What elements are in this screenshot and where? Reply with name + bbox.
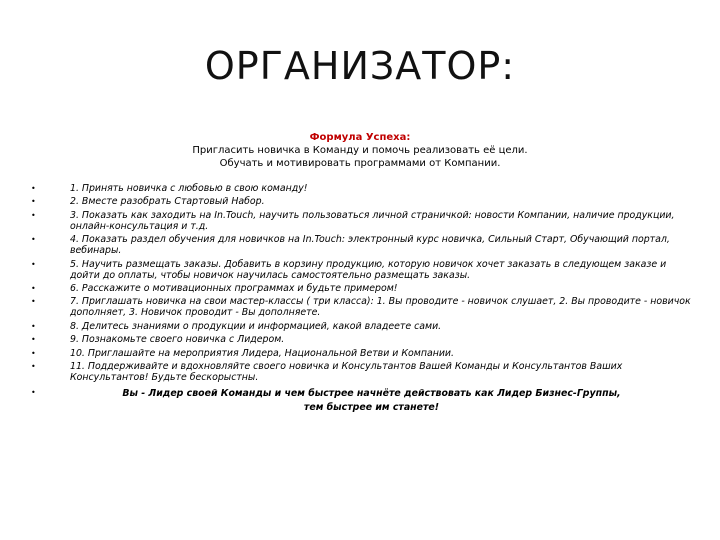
- formula-line-2: Обучать и мотивировать программами от Компании.: [219, 158, 501, 169]
- list-item: [28, 283, 693, 294]
- list-item-text: 8. Делитесь знаниями о продукции и информацией, какой владеете сами.: [70, 320, 442, 332]
- list-item: [28, 296, 693, 318]
- bullet-icon: •: [31, 197, 36, 207]
- bullet-icon: •: [31, 387, 36, 397]
- success-formula: [60, 131, 660, 170]
- list-item-text: 4. Показать раздел обучения для новичков на In.Touch: электронный курс новичка, Сильный Старт, Обучающий портал, вебинары.: [70, 234, 670, 257]
- list-item-text: 9. Познакомьте своего новичка с Лидером.: [70, 334, 285, 346]
- closing-item: [28, 387, 693, 415]
- bullet-icon: •: [31, 361, 36, 371]
- steps-list: [28, 183, 693, 417]
- bullet-icon: •: [31, 348, 36, 358]
- bullet-icon: •: [31, 184, 36, 193]
- list-item-text: 3. Показать как заходить на In.Touch, научить пользоваться личной страничкой: новости Компании, наличие продукции, онлайн-консультация и т.д.: [70, 209, 675, 232]
- list-item-text: 7. Приглашать новичка на свои мастер-классы ( три класса): 1. Вы проводите - новичок слушает, 2. Вы проводите - новичок дополняет, 3. Новичок проводит - Вы дополняете.: [70, 296, 691, 319]
- list-item: [28, 259, 693, 281]
- bullet-icon: •: [31, 235, 36, 245]
- list-item: [28, 196, 693, 207]
- list-item-text: 11. Поддерживайте и вдохновляйте своего новичка и Консультантов Вашей Команды и Консультантов Ваших Консультантов! Будьте бескорыстны.: [70, 360, 623, 383]
- list-item-text: 2. Вместе разобрать Стартовый Набор.: [70, 196, 265, 208]
- list-item: [28, 234, 693, 256]
- list-item-text: 10. Приглашайте на мероприятия Лидера, Национальной Ветви и Компании.: [70, 347, 454, 359]
- list-item: [28, 321, 693, 332]
- list-item-text: 6. Расскажите о мотивационных программах и будьте примером!: [70, 282, 398, 294]
- bullet-icon: •: [31, 210, 36, 220]
- closing-line-1: Вы - Лидер своей Команды и чем быстрее начнёте действовать как Лидер Бизнес-Группы,: [122, 387, 621, 399]
- list-item: [28, 361, 693, 383]
- list-item: [28, 210, 693, 232]
- list-item: [28, 334, 693, 345]
- bullet-icon: •: [31, 259, 36, 269]
- list-item-text: 1. Принять новичка с любовью в свою команду!: [70, 183, 308, 194]
- slide-title: ОРГАНИЗАТОР:: [204, 44, 516, 88]
- formula-line-1: Пригласить новичка в Команду и помочь реализовать её цели.: [192, 145, 528, 156]
- bullet-icon: •: [31, 283, 36, 293]
- bullet-icon: •: [31, 297, 36, 307]
- formula-heading: Формула Успеха:: [309, 132, 411, 143]
- list-item: [28, 183, 693, 194]
- list-item: [28, 348, 693, 359]
- closing-line-2: тем быстрее им станете!: [303, 401, 440, 413]
- list-item-text: 5. Научить размещать заказы. Добавить в корзину продукцию, которую новичок хочет заказать в следующем заказе и дойти до оплаты, чтобы новичок научилась самостоятельно размещать заказы.: [70, 258, 667, 281]
- bullet-icon: •: [31, 321, 36, 331]
- bullet-icon: •: [31, 335, 36, 345]
